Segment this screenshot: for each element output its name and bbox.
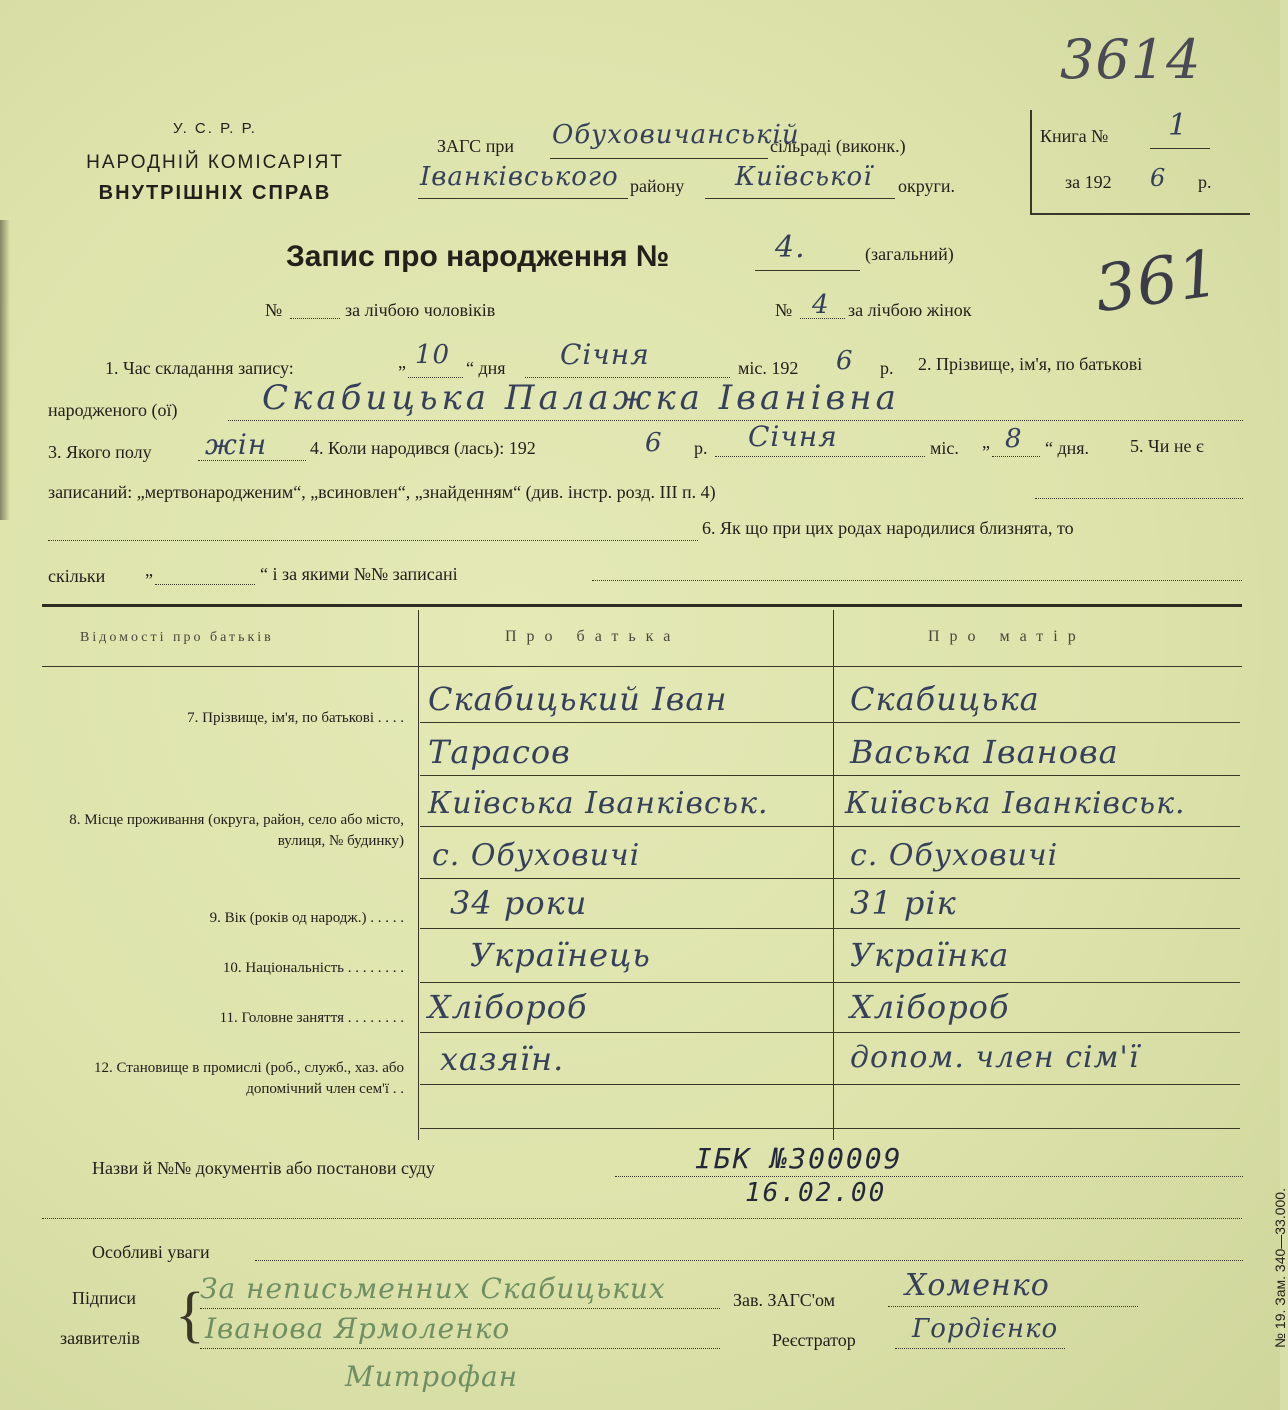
head-label: Зав. ЗАГС'ом	[733, 1290, 835, 1310]
registrar-signature: Гордієнко	[912, 1314, 1059, 1344]
women-count-number: 4	[812, 290, 830, 320]
signatures-label-1: Підписи	[72, 1288, 137, 1308]
record-title-suffix: (загальний)	[865, 244, 954, 264]
q1-year-suffix: р.	[880, 358, 894, 378]
book-label: Книга №	[1040, 126, 1109, 146]
q1-label: 1. Час складання запису:	[105, 358, 294, 378]
q4-year-digit: 6	[645, 428, 663, 458]
header-commissariat: НАРОДНІЙ КОМІСАРІЯТ	[86, 152, 344, 173]
women-count-prefix: №	[775, 300, 793, 320]
q1-month: Січня	[560, 338, 650, 371]
book-number: 1	[1168, 108, 1189, 143]
q1-day-open: „	[398, 352, 406, 372]
okruha-value: Київської	[735, 162, 873, 192]
signatures-label-2: заявителів	[60, 1328, 140, 1348]
q6-text-b: „	[145, 560, 153, 580]
book-year-suffix: р.	[1198, 172, 1212, 192]
row-11-label: 11. Головне заняття . . . . . . . .	[219, 1010, 404, 1026]
q4-day-close: “ дня.	[1045, 438, 1090, 458]
row-7-label: 7. Прізвище, ім'я, по батькові . . . .	[187, 710, 404, 726]
q2-value: Скабицька Палажка Іванівна	[262, 378, 900, 418]
q4-day: 8	[1005, 424, 1023, 454]
book-year-label: за 192	[1065, 172, 1112, 192]
row-7-father-1: Скабицький Іван	[428, 680, 728, 718]
q1-day: 10	[415, 340, 451, 370]
q2-label: 2. Прізвище, ім'я, по батькові	[918, 354, 1143, 374]
row-8-father-1: Київська Іванківськ.	[428, 786, 769, 821]
row-10-father: Українець	[470, 936, 651, 974]
row-10-label: 10. Національність . . . . . . . .	[222, 960, 404, 976]
record-title: Запис про народження №	[286, 240, 670, 273]
registrar-label: Реєстратор	[772, 1330, 856, 1350]
col-header-info: Відомості про батьків	[80, 630, 274, 645]
q6-label: 6. Як що при цих родах народилися близнята, то	[702, 518, 1074, 538]
row-9-father: 34 роки	[450, 884, 588, 922]
q1-month-label: міс. 192	[738, 358, 799, 378]
applicant-signature-1: За неписьменних Скабицьких	[200, 1272, 666, 1305]
row-7-mother-1: Скабицька	[850, 680, 1040, 718]
q1-year-digit: 6	[836, 346, 854, 376]
q3-value: жін	[205, 428, 268, 461]
row-8-father-2: с. Обуховичі	[432, 838, 641, 873]
q4-month: Січня	[748, 420, 838, 453]
men-count-label: за лічбою чоловіків	[345, 300, 496, 320]
zags-prefix: ЗАГС при	[437, 136, 514, 156]
col-header-father: Про батька	[505, 628, 681, 645]
documents-value-1: ІБК №300009	[695, 1142, 903, 1175]
q3-label: 3. Якого полу	[48, 442, 152, 462]
women-count-label: за лічбою жінок	[848, 300, 972, 320]
printer-mark: № 19. Зам. 340—33.000.	[1272, 1188, 1288, 1348]
book-year-digit: 6	[1150, 164, 1167, 192]
head-signature: Хоменко	[905, 1268, 1050, 1303]
row-10-mother: Українка	[850, 936, 1010, 974]
q2-label-2: народженого (ої)	[48, 400, 178, 420]
q4-label: 4. Коли народився (лась): 192	[310, 438, 536, 458]
row-12-mother: допом. член сім'ї	[850, 1040, 1140, 1075]
row-11-mother: Хлібороб	[850, 988, 1010, 1026]
row-12-label: 12. Становище в промислі (роб., служб., хаз. або допомічний член сем'ї . .	[94, 1060, 404, 1097]
col-header-mother: Про матір	[928, 628, 1086, 645]
applicant-signature-2: Іванова Ярмоленко	[205, 1312, 511, 1345]
row-9-mother: 31 рік	[850, 884, 957, 922]
documents-label: Назви й №№ документів або постанови суду	[92, 1158, 435, 1178]
applicant-signature-3: Митрофан	[345, 1360, 519, 1393]
q5-label: 5. Чи не є	[1130, 436, 1204, 456]
district-suffix: району	[630, 176, 685, 196]
signatures-brace: {	[175, 1281, 205, 1349]
archive-number: 3614	[1060, 28, 1202, 91]
record-number: 4.	[775, 230, 806, 265]
row-12-father: хазяїн.	[440, 1040, 565, 1078]
row-8-mother-1: Київська Іванківськ.	[845, 786, 1186, 821]
header-internal-affairs: ВНУТРІШНІХ СПРАВ	[98, 182, 332, 204]
left-edge-shadow	[0, 220, 10, 520]
row-8-mother-2: с. Обуховичі	[850, 838, 1059, 873]
row-11-father: Хлібороб	[428, 988, 588, 1026]
row-7-mother-2: Васька Іванова	[850, 733, 1119, 771]
documents-value-2: 16.02.00	[745, 1178, 887, 1208]
q4-month-label: міс.	[930, 438, 959, 458]
q6-text-a: скільки	[48, 566, 106, 586]
council-value: Обуховичанській	[552, 120, 800, 150]
remarks-label: Особливі уваги	[92, 1242, 210, 1262]
q4-year-suffix: р.	[694, 438, 708, 458]
archive-number-2: 361	[1090, 236, 1225, 328]
q5-text: записаний: „мертвонародженим“, „всиновлен“, „знайденням“ (див. інстр. розд. III п. 4)	[48, 482, 716, 502]
council-suffix: сільраді (виконк.)	[770, 136, 906, 156]
q6-text-c: “ і за якими №№ записані	[260, 564, 458, 584]
table-top-rule	[42, 604, 1242, 607]
okruha-suffix: округи.	[898, 176, 956, 196]
q4-day-open: „	[982, 432, 990, 452]
district-value: Іванківського	[420, 162, 619, 192]
header-ussr: У. С. Р. Р.	[173, 120, 257, 137]
row-8-label: 8. Місце проживання (округа, район, село або місто, вулиця, № будинку)	[69, 812, 404, 849]
row-9-label: 9. Вік (років од народж.) . . . . .	[209, 910, 404, 926]
row-7-father-2: Тарасов	[428, 733, 571, 771]
q1-day-close: “ дня	[466, 358, 506, 378]
men-count-prefix: №	[265, 300, 283, 320]
